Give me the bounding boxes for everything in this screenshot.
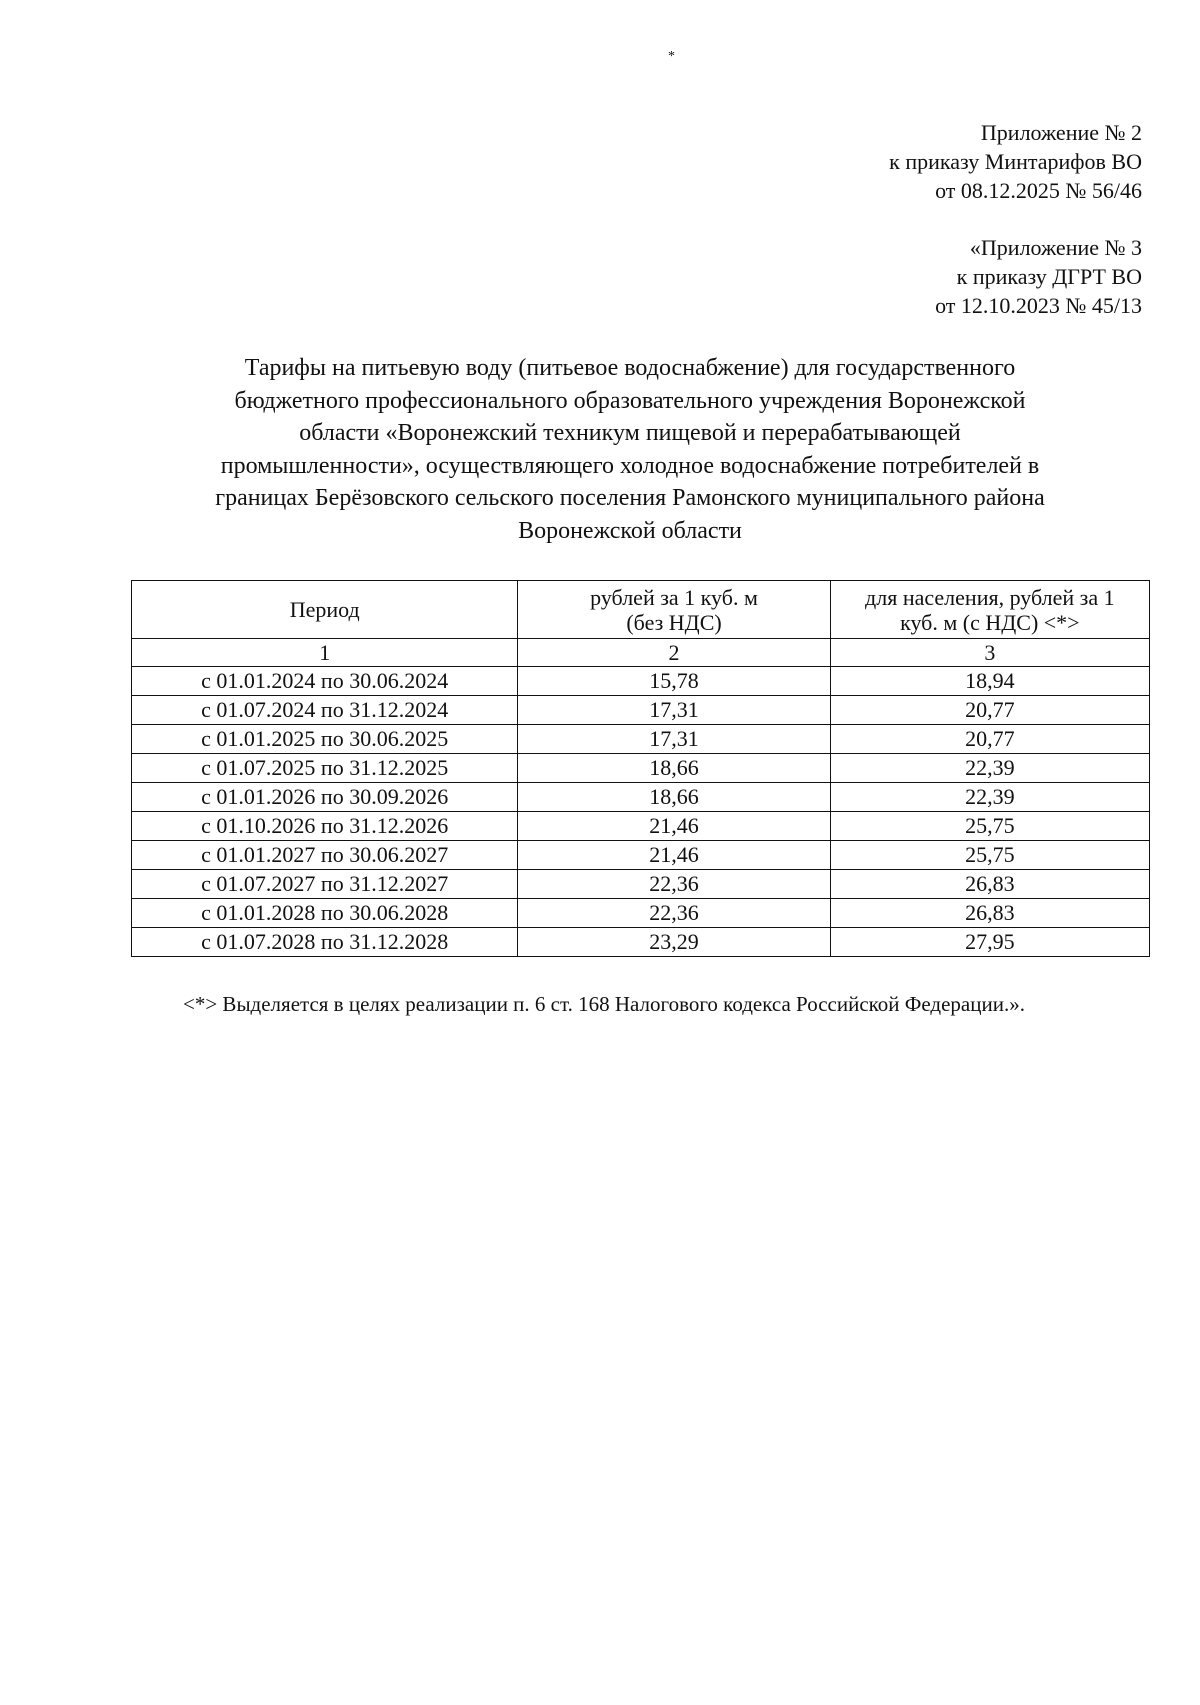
table-row xyxy=(132,870,1150,899)
tariff-table xyxy=(131,580,1150,957)
period-cell: с 01.01.2026 по 30.09.2026 xyxy=(132,783,518,812)
price-cell: 22,36 xyxy=(518,870,830,899)
table-row xyxy=(132,928,1150,957)
period-cell: с 01.07.2024 по 31.12.2024 xyxy=(132,696,518,725)
period-cell: с 01.10.2026 по 31.12.2026 xyxy=(132,812,518,841)
title-line-1: Тарифы на питьевую воду (питьевое водоснабжение) для государственного xyxy=(244,355,1016,381)
header-price-line-2: (без НДС) xyxy=(626,609,722,635)
appendix-original-line-1: «Приложение № 3 xyxy=(969,235,1142,260)
price-cell: 18,66 xyxy=(518,754,830,783)
table-row xyxy=(132,667,1150,696)
population-price-cell: 20,77 xyxy=(830,725,1149,754)
population-price-cell: 26,83 xyxy=(830,899,1149,928)
header-population-line-2: куб. м (с НДС) <*> xyxy=(900,609,1080,635)
table-row xyxy=(132,754,1150,783)
table-row xyxy=(132,899,1150,928)
column-number: 3 xyxy=(830,639,1149,667)
price-cell: 21,46 xyxy=(518,841,830,870)
population-price-cell: 20,77 xyxy=(830,696,1149,725)
price-cell: 21,46 xyxy=(518,812,830,841)
appendix-current-line-1: Приложение № 2 xyxy=(980,120,1142,145)
population-price-cell: 22,39 xyxy=(830,783,1149,812)
period-cell: с 01.07.2027 по 31.12.2027 xyxy=(132,870,518,899)
population-price-cell: 26,83 xyxy=(830,870,1149,899)
table-row xyxy=(132,725,1150,754)
header-population-line-1: для населения, рублей за 1 xyxy=(865,584,1115,610)
header-price-line-1: рублей за 1 куб. м xyxy=(590,584,758,610)
price-cell: 17,31 xyxy=(518,696,830,725)
title-line-6: Воронежской области xyxy=(518,517,742,544)
period-cell: с 01.01.2028 по 30.06.2028 xyxy=(132,899,518,928)
header-price xyxy=(518,581,830,639)
document-title xyxy=(130,352,1130,547)
table-row xyxy=(132,783,1150,812)
footnote: <*> Выделяется в целях реализации п. 6 ст. 168 Налогового кодекса Российской Федерации.». xyxy=(183,992,1025,1016)
table-row xyxy=(132,812,1150,841)
price-cell: 18,66 xyxy=(518,783,830,812)
appendix-current-header xyxy=(889,118,1142,205)
appendix-original-line-3: от 12.10.2023 № 45/13 xyxy=(935,293,1142,318)
column-number-row xyxy=(132,639,1150,667)
appendix-original-line-2: к приказу ДГРТ ВО xyxy=(956,264,1142,289)
price-cell: 23,29 xyxy=(518,928,830,957)
price-cell: 15,78 xyxy=(518,667,830,696)
period-cell: с 01.01.2025 по 30.06.2025 xyxy=(132,725,518,754)
population-price-cell: 22,39 xyxy=(830,754,1149,783)
period-cell: с 01.01.2024 по 30.06.2024 xyxy=(132,667,518,696)
table-row xyxy=(132,696,1150,725)
header-population-price xyxy=(830,581,1149,639)
title-line-4: промышленности», осуществляющего холодное водоснабжение потребителей в xyxy=(220,452,1040,479)
population-price-cell: 25,75 xyxy=(830,812,1149,841)
population-price-cell: 18,94 xyxy=(830,667,1149,696)
price-cell: 22,36 xyxy=(518,899,830,928)
title-line-5: границах Берёзовского сельского поселения Рамонского муниципального района xyxy=(215,485,1045,511)
column-number: 2 xyxy=(518,639,830,667)
appendix-original-header xyxy=(935,233,1142,320)
period-cell: с 01.01.2027 по 30.06.2027 xyxy=(132,841,518,870)
appendix-current-line-3: от 08.12.2025 № 56/46 xyxy=(935,178,1142,203)
table-header-row xyxy=(132,581,1150,639)
population-price-cell: 27,95 xyxy=(830,928,1149,957)
population-price-cell: 25,75 xyxy=(830,841,1149,870)
period-cell: с 01.07.2025 по 31.12.2025 xyxy=(132,754,518,783)
header-period: Период xyxy=(132,581,518,639)
column-number: 1 xyxy=(132,639,518,667)
title-line-2: бюджетного профессионального образовательного учреждения Воронежской xyxy=(234,387,1026,414)
table-body xyxy=(132,667,1150,957)
period-cell: с 01.07.2028 по 31.12.2028 xyxy=(132,928,518,957)
price-cell: 17,31 xyxy=(518,725,830,754)
appendix-current-line-2: к приказу Минтарифов ВО xyxy=(889,149,1142,174)
title-line-3: области «Воронежский техникум пищевой и перерабатывающей xyxy=(299,420,961,446)
table-row xyxy=(132,841,1150,870)
page-mark: * xyxy=(668,49,675,64)
